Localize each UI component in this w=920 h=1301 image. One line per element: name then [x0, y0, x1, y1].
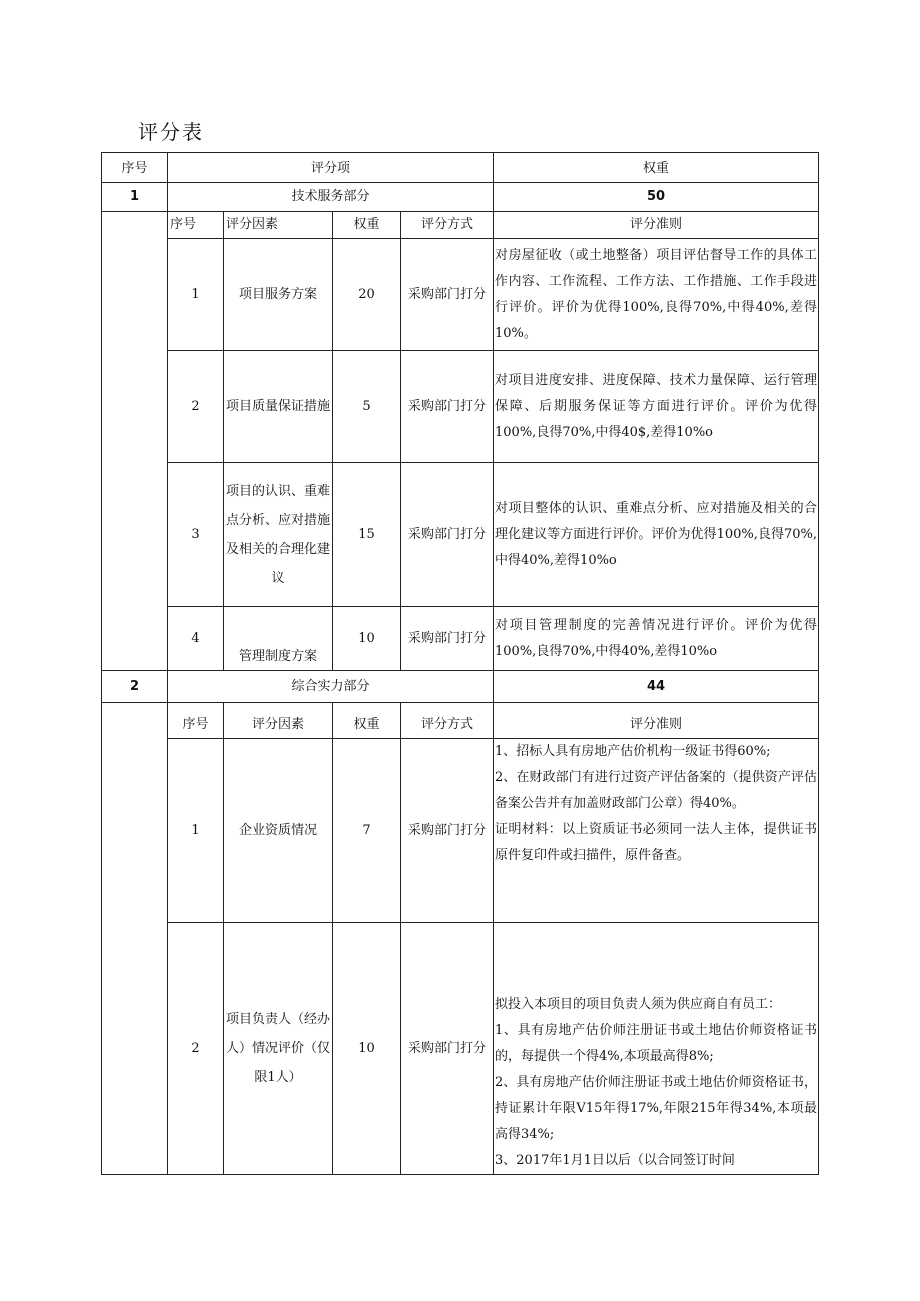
section-seq: 2: [102, 671, 168, 703]
section-name: 技术服务部分: [168, 183, 494, 212]
section-name: 综合实力部分: [168, 671, 494, 703]
sub-header-row: [102, 703, 819, 739]
row-method: 采购部门打分: [401, 739, 494, 923]
sub-header-weight: 权重: [333, 703, 401, 739]
criteria-line: 对项目进度安排、进度保障、技术力量保障、运行管理保障、后期服务保证等方面进行评价。评价为优得100%,良得70%,中得40$,差得10%o: [495, 372, 818, 440]
row-seq: 2: [168, 923, 224, 1175]
section-weight: 44: [494, 671, 819, 703]
row-method: 采购部门打分: [401, 923, 494, 1175]
table-row: [102, 607, 819, 671]
section-seq: 1: [102, 183, 168, 212]
criteria-line: 对项目管理制度的完善情况进行评价。评价为优得100%,良得70%,中得40%,差得10%o: [495, 617, 818, 659]
sub-header-method: 评分方式: [401, 703, 494, 739]
table-header-row: [102, 153, 819, 183]
row-weight: 5: [333, 351, 401, 463]
sub-header-criteria: 评分准则: [494, 703, 819, 739]
criteria-line: 2、具有房地产估价师注册证书或土地估价师资格证书，持证累计年限V15年得17%,年限215年得34%,本项最高得34%;: [495, 1075, 818, 1142]
section-spacer: [102, 212, 168, 671]
row-seq: 4: [168, 607, 224, 671]
section-row: [102, 183, 819, 212]
criteria-line: 对房屋征收（或土地整备）项目评估督导工作的具体工作内容、工作流程、工作方法、工作措施、工作手段进行评价。评价为优得100%,良得70%,中得40%,差得10%。: [495, 247, 818, 341]
row-criteria: [494, 239, 819, 351]
row-factor: 项目服务方案: [224, 239, 333, 351]
sub-header-seq: 序号: [168, 703, 224, 739]
row-weight: 15: [333, 463, 401, 607]
section-weight: 50: [494, 183, 819, 212]
header-seq: 序号: [102, 153, 168, 183]
row-method: 采购部门打分: [401, 351, 494, 463]
sub-header-factor: 评分因素: [224, 703, 333, 739]
row-factor: 企业资质情况: [224, 739, 333, 923]
table-row: [102, 923, 819, 1175]
row-weight: 10: [333, 923, 401, 1175]
sub-header-criteria: 评分准则: [494, 212, 819, 239]
criteria-line: 拟投入本项目的项目负责人须为供应商自有员工：: [495, 997, 782, 1012]
row-factor: 项目负责人（经办人）情况评价（仅限1人）: [224, 923, 333, 1175]
criteria-line: 证明材料：以上资质证书必须同一法人主体，提供证书原件复印件或扫描件，原件备查。: [495, 822, 818, 863]
row-weight: 7: [333, 739, 401, 923]
table-row: [102, 739, 819, 923]
row-factor: 管理制度方案: [224, 607, 333, 671]
section-row: [102, 671, 819, 703]
row-seq: 3: [168, 463, 224, 607]
criteria-line: 3、2017年1月1日以后（以合同签订时间: [495, 1153, 735, 1168]
row-criteria: [494, 463, 819, 607]
row-weight: 10: [333, 607, 401, 671]
scoring-table: [101, 152, 819, 1175]
criteria-line: 对项目整体的认识、重难点分析、应对措施及相关的合理化建议等方面进行评价。评价为优得100%,良得70%,中得40%,差得10%o: [495, 500, 818, 568]
criteria-line: 1、具有房地产估价师注册证书或土地估价师资格证书的，每提供一个得4%,本项最高得8%;: [495, 1023, 818, 1064]
table-row: [102, 463, 819, 607]
sub-header-seq: 序号: [168, 212, 224, 239]
table-row: [102, 239, 819, 351]
sub-header-row: [102, 212, 819, 239]
header-weight: 权重: [494, 153, 819, 183]
row-seq: 1: [168, 239, 224, 351]
row-method: 采购部门打分: [401, 239, 494, 351]
row-weight: 20: [333, 239, 401, 351]
row-factor: 项目质量保证措施: [224, 351, 333, 463]
row-criteria: [494, 739, 819, 923]
page-title: 评分表: [138, 120, 204, 144]
row-criteria: [494, 351, 819, 463]
sub-header-factor: 评分因素: [224, 212, 333, 239]
header-item: 评分项: [168, 153, 494, 183]
sub-header-method: 评分方式: [401, 212, 494, 239]
row-method: 采购部门打分: [401, 463, 494, 607]
row-seq: 1: [168, 739, 224, 923]
row-factor: 项目的认识、重难点分析、应对措施及相关的合理化建议: [224, 463, 333, 607]
row-seq: 2: [168, 351, 224, 463]
row-criteria: [494, 607, 819, 671]
table-row: [102, 351, 819, 463]
sub-header-weight: 权重: [333, 212, 401, 239]
criteria-line: 2、在财政部门有进行过资产评估备案的（提供资产评估备案公告并有加盖财政部门公章）得40%。: [495, 770, 818, 811]
row-method: 采购部门打分: [401, 607, 494, 671]
criteria-line: 1、招标人具有房地产估价机构一级证书得60%;: [495, 744, 771, 759]
section-spacer: [102, 703, 168, 1175]
row-criteria: [494, 923, 819, 1175]
